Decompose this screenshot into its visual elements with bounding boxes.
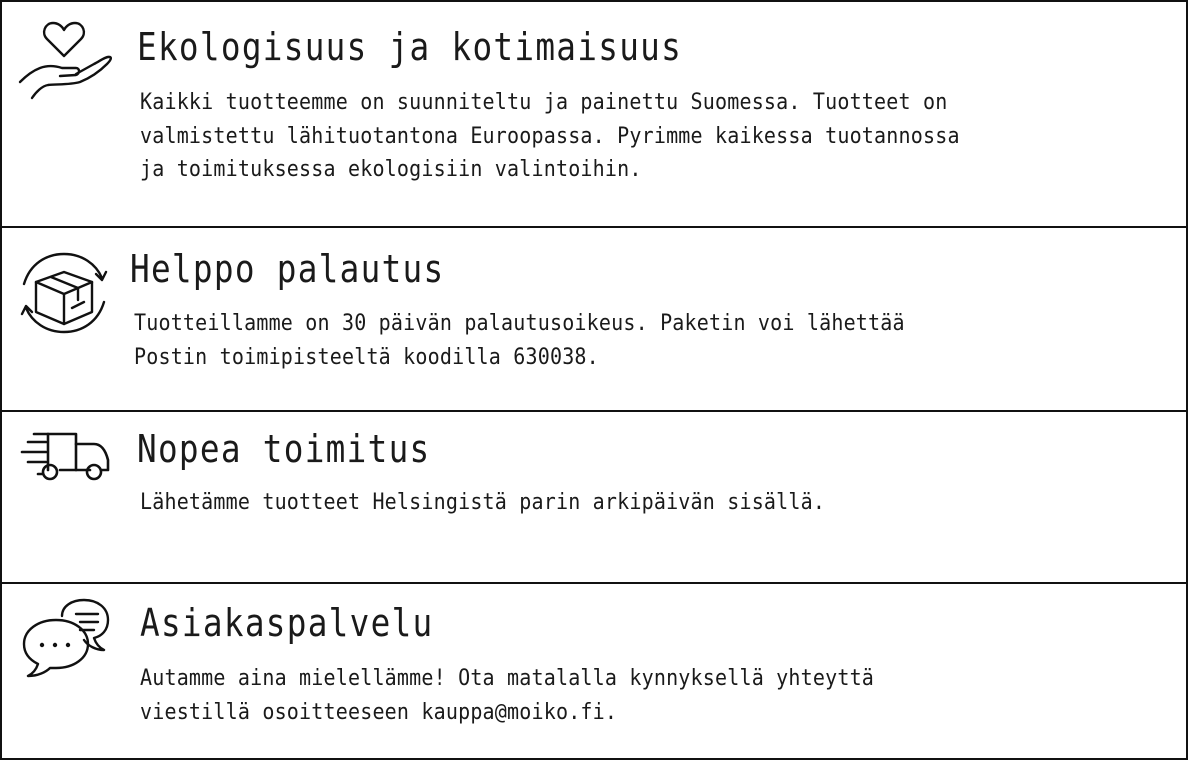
delivery-truck-icon <box>18 430 112 482</box>
return-box-icon <box>18 250 110 336</box>
feature-description <box>140 486 825 520</box>
feature-title: Ekologisuus ja kotimaisuus <box>137 25 683 69</box>
feature-customer-service <box>0 584 1186 758</box>
feature-delivery <box>0 412 1186 582</box>
description-line: viestillä osoitteeseen kauppa@moiko.fi. <box>140 698 618 725</box>
feature-returns <box>0 228 1186 410</box>
heart-hand-icon <box>18 18 114 102</box>
feature-description <box>140 86 960 187</box>
feature-title: Nopea toimitus <box>137 427 431 471</box>
description-line: Tuotteillamme on 30 päivän palautusoikeus. Paketin voi lähettää <box>134 310 905 336</box>
feature-description <box>134 307 905 374</box>
chat-bubbles-icon <box>20 598 112 678</box>
description-line: Postin toimipisteeltä koodilla 630038. <box>134 343 599 370</box>
feature-description <box>140 662 874 729</box>
description-line: ja toimituksessa ekologisiin valintoihin. <box>140 156 642 182</box>
description-line: Kaikki tuotteemme on suunniteltu ja painettu Suomessa. Tuotteet on <box>140 89 948 115</box>
feature-ecology <box>0 2 1186 226</box>
feature-title: Asiakaspalvelu <box>140 601 434 645</box>
description-line: valmistettu lähituotantona Euroopassa. Pyrimme kaikessa tuotannossa <box>140 122 960 149</box>
description-line: Autamme aina mielellämme! Ota matalalla kynnyksellä yhteyttä <box>140 665 875 691</box>
feature-title: Helppo palautus <box>130 247 445 291</box>
description-line: Lähetämme tuotteet Helsingistä parin arkipäivän sisällä. <box>140 489 826 515</box>
